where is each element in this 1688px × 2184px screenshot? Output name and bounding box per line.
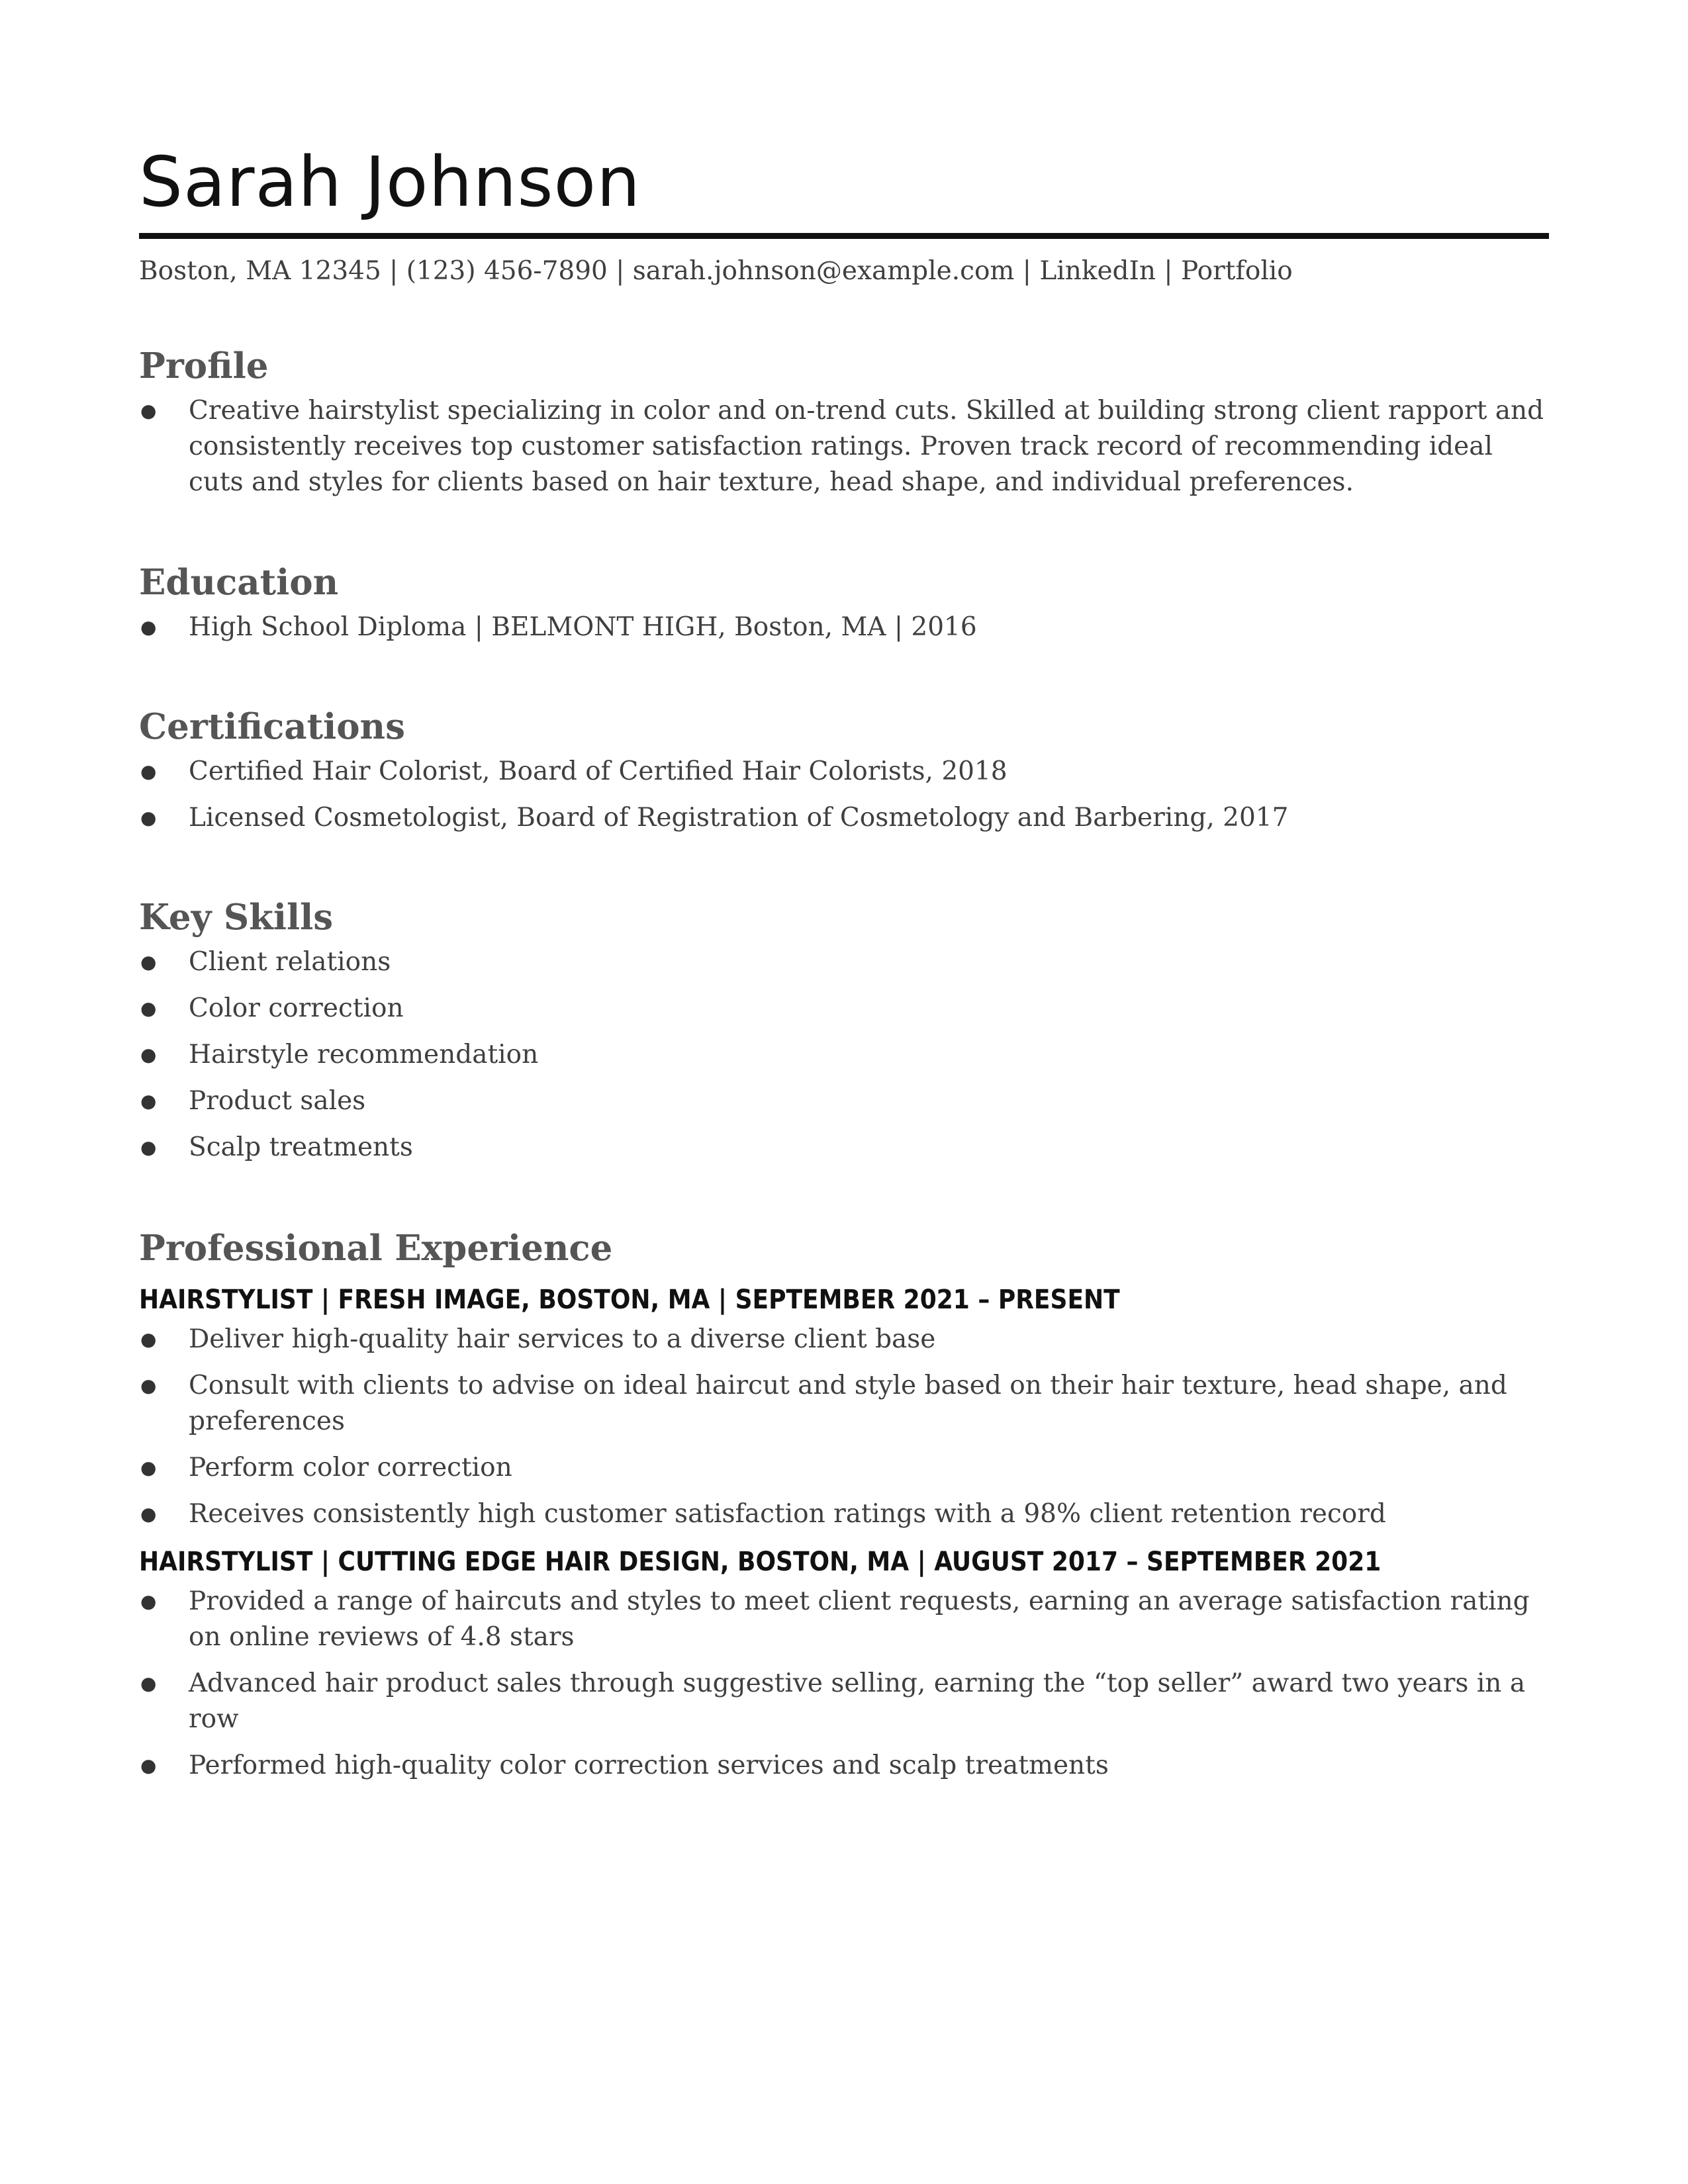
- bullet-icon: ●: [140, 1672, 157, 1694]
- bullet-icon: ●: [140, 616, 157, 638]
- resume-page: [139, 0, 1549, 1780]
- profile-section: [139, 343, 1549, 500]
- list-item-text: Advanced hair product sales through suggestive selling, earning the “top seller” award two years in a row: [189, 1668, 1526, 1734]
- list-item-text: Performed high-quality color correction services and scalp treatments: [189, 1751, 1109, 1780]
- bullet-icon: ●: [140, 807, 157, 829]
- list-item-text: Consult with clients to advise on ideal haircut and style based on their hair texture, head shape, and preferences: [189, 1371, 1507, 1436]
- list-item-text: Creative hairstylist specializing in color and on-trend cuts. Skilled at building strong client rapport and consistently receives top customer satisfaction ratings. Proven track record of recommending ideal cuts and styles for clients based on hair texture, head shape, and individual preferences.: [189, 396, 1544, 497]
- bullet-icon: ●: [140, 1457, 157, 1479]
- job-duties-list: [139, 1322, 1549, 1532]
- bullet-icon: ●: [140, 760, 157, 782]
- bullet-icon: ●: [140, 1590, 157, 1612]
- job-heading: HAIRSTYLIST | FRESH IMAGE, BOSTON, MA | SEPTEMBER 2021 – PRESENT: [139, 1285, 1120, 1315]
- list-item-text: Scalp treatments: [189, 1132, 413, 1162]
- contact-line: Boston, MA 12345 | (123) 456-7890 | sarah.johnson@example.com | LinkedIn | Portfolio: [139, 256, 1293, 286]
- list-item: [139, 800, 1549, 836]
- bullet-icon: ●: [140, 1503, 157, 1525]
- list-item-text: Deliver high-quality hair services to a diverse client base: [189, 1324, 936, 1354]
- list-item: [139, 1748, 1549, 1784]
- section-title-education: Education: [139, 562, 339, 603]
- list-item-text: Client relations: [189, 947, 391, 977]
- job-entry: [139, 1544, 1549, 1784]
- list-item-text: Certified Hair Colorist, Board of Certified Hair Colorists, 2018: [189, 756, 1008, 786]
- list-item: [139, 1450, 1549, 1486]
- section-title-certifications: Certifications: [139, 706, 405, 747]
- bullet-icon: ●: [140, 1136, 157, 1158]
- job-duties-list: [139, 1584, 1549, 1784]
- profile-list: [139, 393, 1549, 500]
- job-entry: [139, 1282, 1549, 1532]
- bullet-icon: ●: [140, 1754, 157, 1776]
- section-title-skills: Key Skills: [139, 897, 334, 938]
- skills-section: [139, 894, 1549, 1165]
- education-section: [139, 559, 1549, 645]
- education-list: [139, 610, 1549, 645]
- bullet-icon: ●: [140, 1090, 157, 1112]
- list-item-text: Receives consistently high customer satisfaction ratings with a 98% client retention record: [189, 1499, 1386, 1529]
- certifications-section: [139, 704, 1549, 836]
- list-item: [139, 991, 1549, 1026]
- list-item-text: Hairstyle recommendation: [189, 1040, 539, 1069]
- list-item: [139, 1322, 1549, 1357]
- bullet-icon: ●: [140, 997, 157, 1019]
- list-item: [139, 1584, 1549, 1655]
- bullet-icon: ●: [140, 1044, 157, 1066]
- list-item-text: Color correction: [189, 993, 404, 1023]
- experience-section: [139, 1225, 1549, 1784]
- job-heading: HAIRSTYLIST | CUTTING EDGE HAIR DESIGN, BOSTON, MA | AUGUST 2017 – SEPTEMBER 2021: [139, 1547, 1382, 1577]
- list-item: [139, 754, 1549, 790]
- bullet-icon: ●: [140, 1375, 157, 1396]
- list-item-text: Licensed Cosmetologist, Board of Registration of Cosmetology and Barbering, 2017: [189, 803, 1289, 833]
- list-item-text: Product sales: [189, 1086, 366, 1116]
- candidate-name: Sarah Johnson: [139, 142, 641, 222]
- header-divider: [139, 233, 1549, 239]
- list-item: [139, 1083, 1549, 1119]
- list-item: [139, 1130, 1549, 1165]
- section-title-experience: Professional Experience: [139, 1228, 613, 1269]
- list-item: [139, 1496, 1549, 1532]
- section-title-profile: Profile: [139, 345, 269, 387]
- bullet-icon: ●: [140, 951, 157, 973]
- certifications-list: [139, 754, 1549, 836]
- list-item: [139, 610, 1549, 645]
- list-item: [139, 1666, 1549, 1737]
- list-item: [139, 393, 1549, 500]
- list-item-text: Provided a range of haircuts and styles to meet client requests, earning an average satisfaction rating on online reviews of 4.8 stars: [189, 1586, 1530, 1652]
- skills-list: [139, 944, 1549, 1165]
- list-item-text: Perform color correction: [189, 1453, 512, 1482]
- bullet-icon: ●: [140, 1328, 157, 1350]
- list-item: [139, 1037, 1549, 1073]
- list-item-text: High School Diploma | BELMONT HIGH, Boston, MA | 2016: [189, 612, 977, 642]
- bullet-icon: ●: [140, 400, 157, 422]
- list-item: [139, 944, 1549, 980]
- list-item: [139, 1368, 1549, 1439]
